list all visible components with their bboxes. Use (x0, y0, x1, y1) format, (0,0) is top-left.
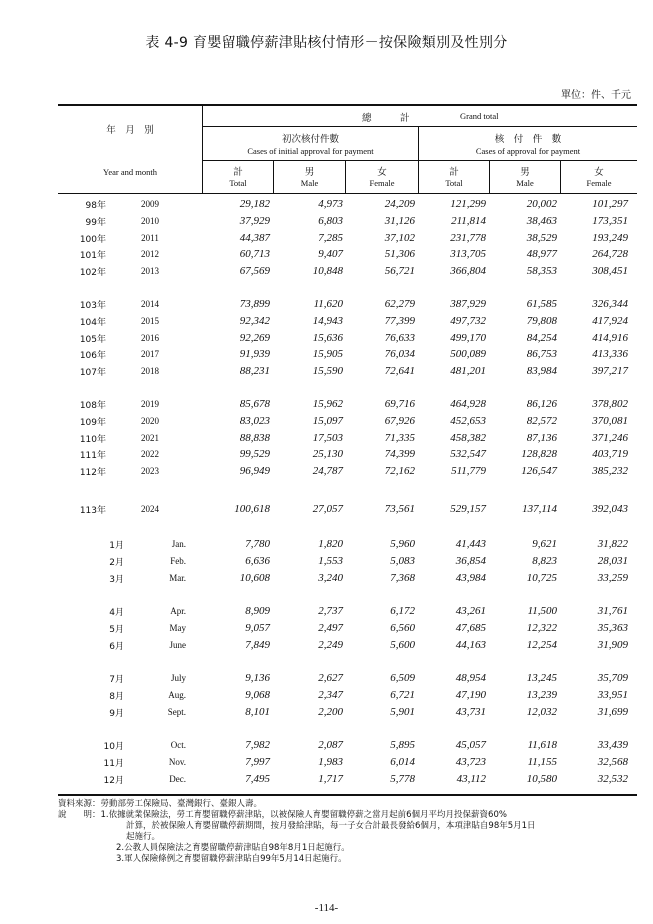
table-cell: 7,285 (318, 231, 343, 244)
table-cell: 5,960 (390, 538, 415, 550)
table-cell: 58,353 (526, 265, 557, 278)
table-cell: 1,717 (318, 772, 343, 785)
table-cell: 67,926 (384, 414, 415, 427)
table-cell: 92,342 (239, 314, 270, 327)
table-cell: 193,249 (592, 231, 628, 244)
table-cell: 99,529 (239, 448, 270, 461)
table-cell: 2,737 (318, 605, 343, 617)
table-cell: 47,685 (455, 621, 486, 634)
year-label-zh: 107年 (79, 368, 106, 379)
year-label-en: 2011 (141, 232, 159, 243)
year-label-en: 2018 (141, 366, 159, 377)
month-label-zh: 12月 (103, 775, 124, 786)
note-2: 2.公教人員保險法之育嬰留職停薪津貼自98年8月1日起施行。 (116, 843, 350, 853)
table-cell: 86,126 (526, 398, 557, 410)
month-row (0, 639, 653, 655)
table-cell: 32,568 (597, 755, 628, 768)
year-label-zh: 104年 (79, 317, 106, 328)
table-cell: 77,399 (384, 314, 415, 327)
month-row (0, 672, 653, 688)
table-cell: 37,102 (384, 231, 415, 244)
approval-zh: 核 付 件 數 (494, 134, 562, 145)
year-row (0, 232, 653, 248)
year-label-en: 2010 (141, 215, 159, 226)
total-underline (202, 126, 637, 127)
table-cell: 35,709 (597, 672, 628, 684)
table-cell: 88,838 (239, 431, 270, 444)
table-cell: 91,939 (239, 348, 270, 361)
table-cell: 31,126 (384, 214, 415, 227)
year-label-zh: 103年 (79, 301, 106, 311)
table-cell: 11,155 (527, 755, 557, 768)
year-label-en: 2016 (141, 332, 159, 343)
table-cell: 24,787 (312, 465, 343, 478)
month-label-zh: 6月 (109, 641, 124, 652)
table-cell: 366,804 (450, 265, 486, 278)
table-cell: 44,163 (455, 638, 486, 651)
year-label-en: 2013 (141, 266, 159, 277)
col-header-zh: 計 (449, 167, 459, 178)
table-cell: 79,808 (526, 314, 557, 327)
table-cell: 43,984 (455, 571, 486, 584)
approval-en: Cases of approval for payment (475, 146, 581, 156)
table-cell: 308,451 (592, 265, 628, 278)
table-cell: 43,723 (455, 755, 486, 768)
year-row (0, 448, 653, 464)
footnotes (58, 799, 648, 865)
table-cell: 9,621 (532, 538, 557, 550)
table-cell: 72,641 (384, 365, 415, 378)
table-cell: 387,929 (450, 298, 486, 310)
table-cell: 15,636 (312, 331, 343, 344)
table-cell: 14,943 (312, 314, 343, 327)
table-cell: 7,849 (245, 638, 270, 651)
table-cell: 11,618 (527, 739, 557, 751)
table-cell: 313,705 (450, 248, 486, 261)
table-cell: 43,731 (455, 705, 486, 718)
year-row (0, 215, 653, 231)
table-cell: 231,778 (450, 231, 486, 244)
year-label-zh: 102年 (79, 268, 106, 279)
year-label-en: 2021 (141, 432, 159, 443)
year-label-zh: 108年 (79, 401, 106, 411)
col-header-zh: 男 (304, 167, 315, 178)
month-row (0, 756, 653, 772)
table-cell: 1,983 (318, 755, 343, 768)
table-cell: 417,924 (592, 314, 628, 327)
table-cell: 9,407 (318, 248, 343, 261)
table-cell: 9,068 (245, 688, 270, 701)
month-row (0, 555, 653, 571)
year-row (0, 315, 653, 331)
table-cell: 56,721 (384, 265, 415, 278)
year-label-en: 2022 (141, 449, 159, 460)
table-cell: 74,399 (384, 448, 415, 461)
table-cell: 60,713 (239, 248, 270, 261)
month-label-en: Nov. (168, 756, 186, 767)
table-cell: 25,130 (312, 448, 343, 461)
table-cell: 96,949 (239, 465, 270, 478)
table-cell: 41,443 (455, 538, 486, 550)
table-cell: 5,901 (390, 705, 415, 718)
year-label-zh: 110年 (79, 434, 106, 445)
grand-total-en: Grand total (460, 111, 499, 121)
table-cell: 378,802 (592, 398, 628, 410)
month-label-en: Dec. (169, 773, 186, 784)
header-bottom-rule (58, 193, 637, 194)
table-cell: 51,306 (384, 248, 415, 261)
table-bottom-rule (58, 794, 637, 796)
year-label-zh: 100年 (79, 234, 106, 245)
col-header-zh: 男 (520, 167, 530, 178)
table-cell: 499,170 (450, 331, 486, 344)
year-label-zh: 101年 (79, 251, 106, 262)
table-cell: 101,297 (592, 198, 628, 210)
note-1-cont: 計算，於被保險人育嬰留職停薪期間，按月發給津貼，每一子女合計最長發給6個月，本項津貼自98年5月1日 (126, 821, 536, 831)
year-label-zh: 111年 (79, 451, 106, 462)
table-cell: 15,097 (312, 414, 343, 427)
month-label-zh: 3月 (109, 574, 124, 585)
table-cell: 7,495 (245, 772, 270, 785)
month-row (0, 572, 653, 588)
table-cell: 33,951 (597, 688, 628, 701)
table-cell: 85,678 (239, 398, 270, 410)
table-cell: 10,725 (526, 571, 557, 584)
table-cell: 48,954 (455, 672, 486, 684)
month-label-en: Feb. (170, 555, 186, 566)
table-cell: 7,780 (245, 538, 270, 550)
table-cell: 84,254 (526, 331, 557, 344)
year-label-en: 2009 (141, 199, 159, 209)
col-header-zh: 計 (233, 167, 243, 178)
table-cell: 38,529 (526, 231, 557, 244)
year-row (0, 415, 653, 431)
table-cell: 128,828 (521, 448, 557, 461)
table-cell: 100,618 (234, 503, 270, 515)
table-cell: 2,249 (318, 638, 343, 651)
table-cell: 88,231 (239, 365, 270, 378)
table-cell: 82,572 (526, 414, 557, 427)
month-row (0, 605, 653, 621)
year-label-en: 2023 (141, 466, 159, 477)
table-cell: 15,962 (312, 398, 343, 410)
table-cell: 1,820 (318, 538, 343, 550)
table-cell: 44,387 (239, 231, 270, 244)
month-label-en: July (170, 673, 186, 683)
year-row (0, 332, 653, 348)
year-label-en: 2017 (141, 349, 159, 360)
table-cell: 17,503 (312, 431, 343, 444)
table-cell: 35,363 (597, 621, 628, 634)
table-cell: 464,928 (450, 398, 486, 410)
col-header-en: Female (586, 178, 612, 188)
table-cell: 36,854 (455, 554, 486, 567)
table-cell: 15,905 (312, 348, 343, 361)
year-label-zh: 113年 (79, 506, 106, 516)
table-cell: 5,778 (390, 772, 415, 785)
table-cell: 211,814 (451, 214, 486, 227)
table-cell: 497,732 (450, 314, 486, 327)
page-number: -114- (314, 902, 339, 914)
table-cell: 31,909 (597, 638, 628, 651)
table-cell: 71,335 (384, 431, 415, 444)
table-cell: 397,217 (592, 365, 628, 378)
year-label-en: 2014 (141, 299, 159, 309)
table-cell: 481,201 (450, 365, 486, 378)
subgroup-underline (202, 160, 637, 161)
table-cell: 83,984 (526, 365, 557, 378)
unit-label: 單位：件、千元 (561, 90, 631, 101)
table-cell: 28,031 (597, 554, 628, 567)
table-cell: 20,002 (526, 198, 557, 210)
year-label-zh: 112年 (79, 468, 106, 479)
month-label-zh: 8月 (109, 691, 124, 702)
month-label-zh: 4月 (109, 608, 124, 618)
table-cell: 10,848 (312, 265, 343, 278)
table-cell: 137,114 (522, 503, 557, 515)
table-cell: 173,351 (592, 214, 628, 227)
year-label-en: 2019 (141, 399, 159, 409)
table-cell: 13,245 (526, 672, 557, 684)
table-cell: 3,240 (318, 571, 343, 584)
table-cell: 511,779 (451, 465, 486, 478)
month-row (0, 622, 653, 638)
table-cell: 27,057 (312, 503, 343, 515)
col-header-en: Male (516, 178, 534, 188)
month-row (0, 773, 653, 789)
table-cell: 12,032 (526, 705, 557, 718)
table-cell: 62,279 (384, 298, 415, 310)
table-cell: 6,636 (245, 554, 270, 567)
month-label-en: June (169, 639, 186, 650)
table-cell: 11,620 (313, 298, 343, 310)
table-cell: 121,299 (450, 198, 486, 210)
table-cell: 29,182 (239, 198, 270, 210)
table-cell: 6,172 (390, 605, 415, 617)
table-cell: 73,899 (239, 298, 270, 310)
table-cell: 370,081 (592, 414, 628, 427)
table-cell: 31,761 (597, 605, 628, 617)
note-1-end: 起施行。 (126, 832, 161, 842)
table-cell: 8,823 (532, 554, 557, 567)
table-cell: 12,322 (526, 621, 557, 634)
table-cell: 69,716 (384, 398, 415, 410)
year-label-zh: 106年 (79, 351, 106, 362)
table-cell: 6,560 (390, 621, 415, 634)
year-label-zh: 105年 (79, 334, 106, 345)
year-row (0, 465, 653, 481)
table-cell: 37,929 (239, 214, 270, 227)
col-header-zh: 女 (594, 167, 604, 178)
month-label-en: May (169, 622, 186, 633)
month-label-zh: 7月 (109, 675, 124, 685)
table-cell: 2,627 (318, 672, 343, 684)
table-cell: 6,509 (390, 672, 415, 684)
table-cell: 11,500 (527, 605, 557, 617)
table-cell: 6,721 (390, 688, 415, 701)
table-cell: 33,259 (597, 571, 628, 584)
table-cell: 15,590 (312, 365, 343, 378)
month-row (0, 689, 653, 705)
year-row (0, 348, 653, 364)
table-cell: 2,200 (318, 705, 343, 718)
table-cell: 326,344 (592, 298, 628, 310)
table-cell: 33,439 (597, 739, 628, 751)
table-cell: 2,087 (318, 739, 343, 751)
table-cell: 5,895 (390, 739, 415, 751)
table-cell: 76,633 (384, 331, 415, 344)
table-cell: 31,699 (597, 705, 628, 718)
table-cell: 264,728 (592, 248, 628, 261)
table-cell: 87,136 (526, 431, 557, 444)
table-cell: 8,101 (245, 705, 270, 718)
table-cell: 5,083 (390, 554, 415, 567)
table-cell: 83,023 (239, 414, 270, 427)
month-label-zh: 2月 (109, 557, 124, 568)
table-cell: 414,916 (592, 331, 628, 344)
col-header-en: Female (369, 178, 395, 188)
table-cell: 24,209 (384, 198, 415, 210)
table-cell: 532,547 (450, 448, 486, 461)
note-1 (58, 810, 648, 821)
year-label-zh: 109年 (79, 417, 106, 428)
table-cell: 32,532 (597, 772, 628, 785)
table-cell: 371,246 (592, 431, 628, 444)
year-label-en: 2015 (141, 315, 159, 326)
initial-approval-en: Cases of initial approval for payment (247, 146, 374, 156)
table-cell: 10,608 (239, 571, 270, 584)
month-label-zh: 1月 (109, 541, 124, 551)
month-label-zh: 9月 (109, 708, 124, 719)
table-cell: 47,190 (455, 688, 486, 701)
table-cell: 392,043 (592, 503, 628, 515)
table-cell: 31,822 (597, 538, 628, 550)
month-label-zh: 10月 (103, 742, 124, 752)
source-note: 資料來源：勞動部勞工保險局、臺灣銀行、臺銀人壽。 (58, 799, 263, 809)
month-row (0, 739, 653, 755)
notes-label: 說 明： (58, 810, 101, 820)
month-label-en: Apr. (170, 606, 186, 616)
table-cell: 92,269 (239, 331, 270, 344)
table-cell: 12,254 (526, 638, 557, 651)
table-cell: 13,239 (526, 688, 557, 701)
table-cell: 385,232 (592, 465, 628, 478)
note-1-text: 1.依據就業保險法，勞工育嬰留職停薪津貼，以被保險人育嬰留職停薪之當月起前6個月平均月投保薪資60% (100, 810, 507, 820)
table-cell: 6,014 (390, 755, 415, 768)
year-row (0, 265, 653, 281)
table-cell: 43,112 (456, 772, 486, 785)
year-row (0, 198, 653, 214)
table-cell: 529,157 (450, 503, 486, 515)
table-cell: 86,753 (526, 348, 557, 361)
table-cell: 126,547 (521, 465, 557, 478)
year-row (0, 248, 653, 264)
table-cell: 67,569 (239, 265, 270, 278)
month-row (0, 538, 653, 554)
table-cell: 76,034 (384, 348, 415, 361)
table-cell: 413,336 (592, 348, 628, 361)
table-cell: 1,553 (318, 554, 343, 567)
year-label-en: 2012 (141, 249, 159, 260)
month-label-zh: 5月 (109, 624, 124, 635)
col-header-en: Total (229, 178, 247, 188)
table-cell: 403,719 (592, 448, 628, 461)
col-header-zh: 女 (377, 167, 387, 178)
initial-approval-zh: 初次核付件數 (281, 134, 339, 145)
table-cell: 48,977 (526, 248, 557, 261)
month-label-en: Sept. (167, 706, 186, 717)
table-cell: 43,261 (455, 605, 486, 617)
table-title: 表 4-9 育嬰留職停薪津貼核付情形－按保險類別及性別分 (145, 35, 508, 51)
note-3: 3.軍人保險條例之育嬰留職停薪津貼自99年5月14日起施行。 (116, 854, 347, 864)
table-cell: 8,909 (245, 605, 270, 617)
month-label-en: Mar. (169, 572, 186, 583)
table-cell: 452,653 (450, 414, 486, 427)
month-label-en: Aug. (168, 689, 186, 700)
table-cell: 2,497 (318, 621, 343, 634)
col-header-en: Male (300, 178, 319, 188)
year-row (0, 503, 653, 519)
table-cell: 10,580 (526, 772, 557, 785)
table-cell: 4,973 (318, 198, 343, 210)
year-label-zh: 99年 (85, 217, 106, 228)
table-cell: 45,057 (455, 739, 486, 751)
table-cell: 38,463 (526, 214, 557, 227)
table-cell: 6,803 (318, 214, 343, 227)
table-cell: 73,561 (384, 503, 415, 515)
table-cell: 458,382 (450, 431, 486, 444)
table-cell: 500,089 (450, 348, 486, 361)
table-cell: 9,136 (245, 672, 270, 684)
month-row (0, 706, 653, 722)
table-cell: 7,368 (390, 571, 415, 584)
table-cell: 5,600 (390, 638, 415, 651)
month-label-zh: 11月 (103, 758, 124, 769)
table-cell: 2,347 (318, 688, 343, 701)
year-label-en: 2020 (141, 415, 159, 426)
year-month-zh: 年 月 別 (106, 125, 154, 136)
table-cell: 72,162 (384, 465, 415, 478)
table-cell: 7,997 (245, 755, 270, 768)
year-label-zh: 98年 (85, 201, 106, 211)
grand-total-zh: 總 計 (362, 113, 410, 124)
table-cell: 61,585 (526, 298, 557, 310)
year-row (0, 398, 653, 414)
year-row (0, 298, 653, 314)
table-cell: 7,982 (245, 739, 270, 751)
month-label-en: Oct. (170, 740, 186, 750)
table-cell: 9,057 (245, 621, 270, 634)
col-header-en: Total (445, 178, 463, 188)
year-row (0, 432, 653, 448)
year-row (0, 365, 653, 381)
year-month-en: Year and month (103, 167, 157, 177)
year-label-en: 2024 (141, 504, 159, 514)
month-label-en: Jan. (171, 539, 186, 549)
table-top-rule (58, 104, 637, 106)
